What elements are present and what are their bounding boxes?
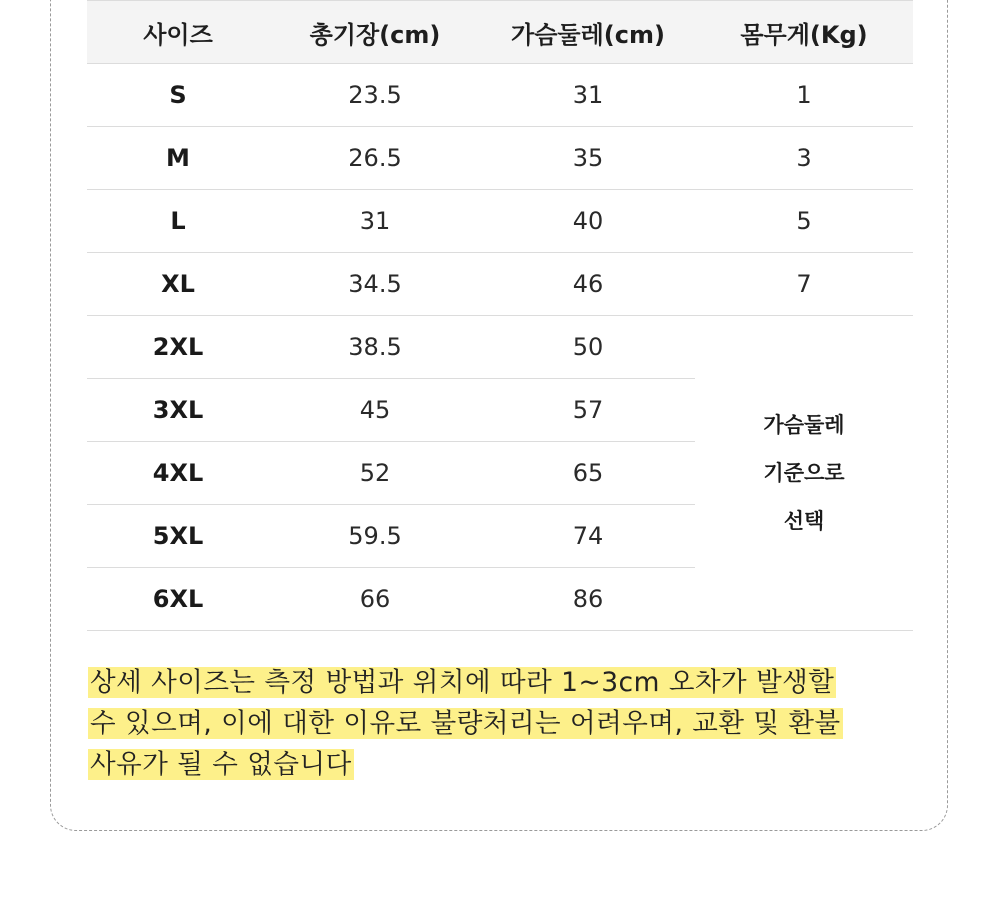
size-cell: 5XL [87,505,269,568]
header-length: 총기장(cm) [269,1,481,64]
length-cell: 31 [269,190,481,253]
table-row [87,190,913,253]
table-row [87,64,913,127]
size-cell: 3XL [87,379,269,442]
length-cell: 66 [269,568,481,631]
note-line: 가슴둘레 [763,413,845,437]
notice-line: 수 있으며, 이에 대한 이유로 불량처리는 어려우며, 교환 및 환불 [90,708,841,739]
length-cell: 26.5 [269,127,481,190]
size-chart-table [87,0,913,631]
chest-cell: 74 [481,505,695,568]
table-row [87,127,913,190]
chest-cell: 57 [481,379,695,442]
weight-cell: 1 [695,64,913,127]
chest-cell: 86 [481,568,695,631]
length-cell: 23.5 [269,64,481,127]
chest-cell: 65 [481,442,695,505]
header-weight: 몸무게(Kg) [695,1,913,64]
length-cell: 45 [269,379,481,442]
length-cell: 52 [269,442,481,505]
chest-cell: 50 [481,316,695,379]
size-cell: 2XL [87,316,269,379]
chest-cell: 31 [481,64,695,127]
size-cell: XL [87,253,269,316]
size-cell: 4XL [87,442,269,505]
table-header-row [87,1,913,64]
header-size: 사이즈 [87,1,269,64]
chest-cell: 35 [481,127,695,190]
length-cell: 34.5 [269,253,481,316]
header-chest: 가슴둘레(cm) [481,1,695,64]
weight-cell: 3 [695,127,913,190]
chest-cell: 46 [481,253,695,316]
weight-cell: 5 [695,190,913,253]
note-line: 기준으로 [763,461,845,485]
length-cell: 38.5 [269,316,481,379]
size-cell: M [87,127,269,190]
chest-cell: 40 [481,190,695,253]
note-line: 선택 [783,509,825,533]
length-cell: 59.5 [269,505,481,568]
merged-note-cell [695,316,913,631]
notice-line: 상세 사이즈는 측정 방법과 위치에 따라 1~3cm 오차가 발생할 [90,667,835,698]
notice-line: 사유가 될 수 없습니다 [90,749,352,780]
table-row [87,253,913,316]
size-cell: S [87,64,269,127]
size-notice [88,662,928,785]
size-cell: L [87,190,269,253]
table-row [87,316,913,379]
size-cell: 6XL [87,568,269,631]
weight-cell: 7 [695,253,913,316]
